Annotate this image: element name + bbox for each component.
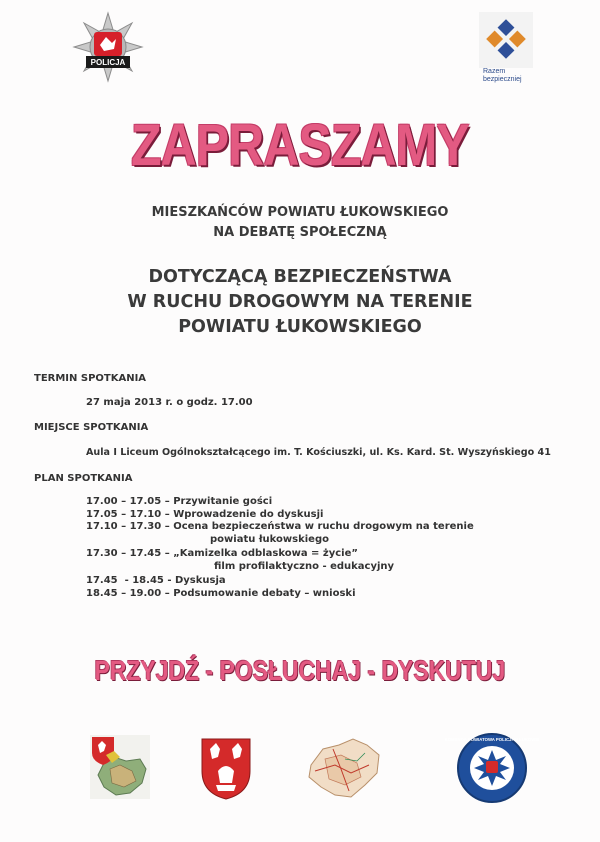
plan-desc-continued: film profilaktyczno - edukacyjny <box>214 560 395 572</box>
plan-time: 17.00 – 17.05 – <box>86 496 174 507</box>
razem-logo-text-line2: bezpieczniej <box>483 76 522 83</box>
county-map-coat-of-arms-logo <box>90 735 150 799</box>
plan-item <box>86 496 566 509</box>
invitation <box>0 203 600 243</box>
plan-time: 17.30 – 17.45 – <box>86 548 174 559</box>
plan-item <box>86 575 566 588</box>
plan-desc: Podsumowanie debaty – wnioski <box>173 587 356 599</box>
plan-time: 17.05 – 17.10 – <box>86 508 174 520</box>
plan-list <box>86 496 566 600</box>
plan-label: PLAN SPOTKANIA <box>34 473 133 484</box>
plan-desc: Przywitanie gości <box>173 496 273 507</box>
razem-logo-caption <box>483 68 533 84</box>
plan-time: 18.45 – 19.00 – <box>86 587 174 599</box>
plan-item <box>86 588 566 601</box>
place-label: MIEJSCE SPOTKANIA <box>34 422 149 433</box>
razem-logo-text-line1: Razem <box>483 68 506 75</box>
topic-line1: DOTYCZĄCĄ BEZPIECZEŃSTWA <box>148 267 452 287</box>
plan-time: 17.45 - 18.45 - <box>86 575 175 586</box>
plan-desc: Ocena bezpieczeństwa w ruchu drogowym na terenie <box>173 521 474 532</box>
slogan: PRZYJDŹ - POSŁUCHAJ - DYSKUTUJ <box>94 655 506 686</box>
invitation-line1: MIESZKAŃCÓW POWIATU ŁUKOWSKIEGO <box>151 205 449 220</box>
topic-line3: POWIATU ŁUKOWSKIEGO <box>178 317 422 337</box>
headline: ZAPRASZAMY <box>131 113 469 178</box>
place-value: Aula I Liceum Ogólnokształcącego im. T. Kościuszki, ul. Ks. Kard. St. Wyszyńskiego 41 <box>86 447 551 458</box>
plan-desc: Dyskusja <box>174 575 226 586</box>
plan-desc-continued: powiatu łukowskiego <box>210 533 329 545</box>
region-map <box>305 735 385 803</box>
plan-item <box>86 548 566 573</box>
plan-desc: Wprowadzenie do dyskusji <box>173 508 324 520</box>
razem-bezpieczniej-logo <box>479 12 533 88</box>
lukow-coat-of-arms <box>200 737 252 801</box>
plan-time: 17.10 – 17.30 – <box>86 521 174 532</box>
plan-item <box>86 509 566 522</box>
police-logo-text: POLICJA <box>90 58 126 67</box>
topic-line2: W RUCHU DROGOWYM NA TERENIE <box>127 292 473 312</box>
topic <box>0 265 600 340</box>
seal-text: KOMENDA POWIATOWA POLICJI W ŁUKOWIE <box>444 737 540 742</box>
invitation-line2: NA DEBATĘ SPOŁECZNĄ <box>213 225 387 240</box>
police-star-logo <box>72 11 144 83</box>
plan-desc: „Kamizelka odblaskowa = życie” <box>173 548 358 559</box>
plan-item <box>86 521 566 546</box>
date-value: 27 maja 2013 r. o godz. 17.00 <box>86 397 253 408</box>
date-label: TERMIN SPOTKANIA <box>34 373 147 384</box>
police-county-seal <box>444 732 540 804</box>
